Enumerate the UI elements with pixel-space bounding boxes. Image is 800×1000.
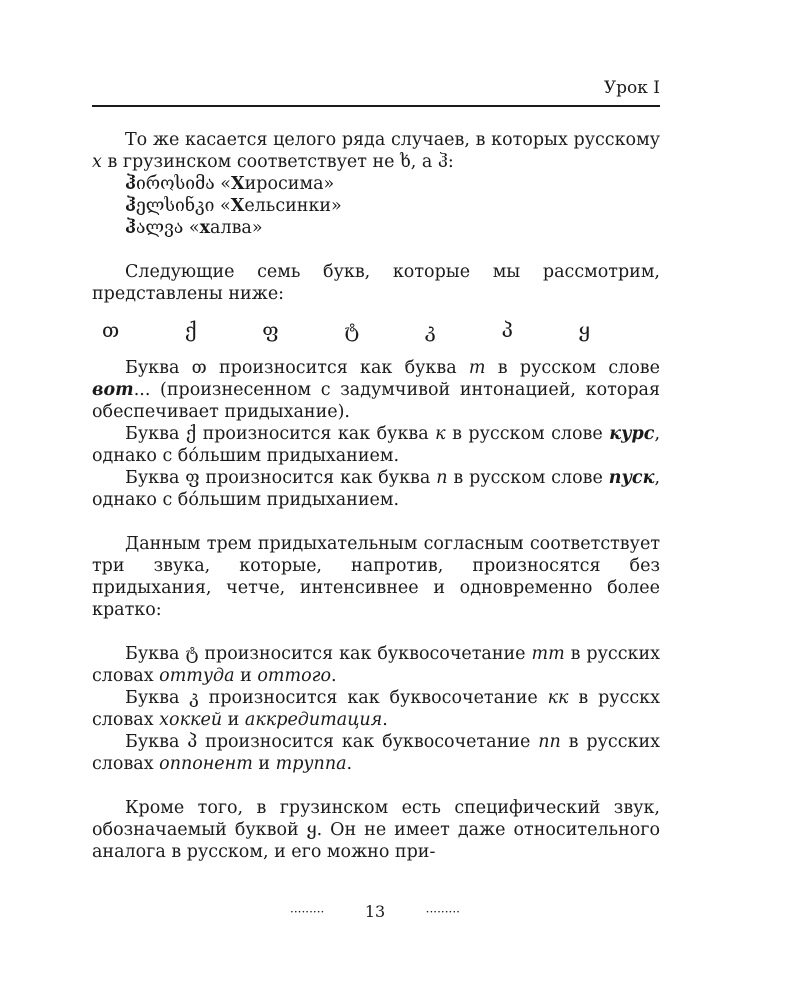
- paragraph-letters-intro: Следующие семь букв, которые мы рассмотрим, представлены ниже:: [92, 262, 660, 304]
- paragraph-letter-k: Буква ქ произносится как буква к в русском слове курс, однако с бóльшим придыханием.: [92, 424, 661, 466]
- letter-k-aspirated: ქ: [184, 318, 197, 342]
- running-header: [92, 78, 660, 107]
- letter-t-aspirated: თ: [102, 318, 120, 342]
- paragraph-letter-tt: Буква ტ произносится как буквосочетание тт в русских словах оттуда и оттого.: [92, 644, 660, 686]
- letter-t-ejective: ტ: [344, 318, 360, 342]
- paragraph-letter-p: Буква ფ произносится как буква п в русском слове пуск, однако с бóльшим придыханием.: [92, 468, 661, 510]
- content: [92, 129, 660, 863]
- page-footer: [290, 902, 460, 921]
- paragraph-letter-t: Буква თ произносится как буква т в русском слове вот... (произнесенном с задумчивой интонацией, которая обеспечивает придыхание).: [92, 358, 660, 422]
- letter-p-aspirated: ფ: [262, 318, 279, 342]
- footer-dots-left: ·········: [290, 904, 325, 919]
- letter-row: [92, 319, 660, 341]
- example-item: ჰალვა «халва»: [125, 218, 263, 238]
- example-list: [92, 173, 660, 239]
- paragraph-intro: То же касается целого ряда случаев, в которых русскому х в грузинском соответствует не ხ, а ჰ:: [92, 130, 660, 172]
- page-number: 13: [364, 902, 386, 921]
- paragraph-letter-q: Кроме того, в грузинском есть специфический звук, обозначаемый буквой ყ. Он не имеет даже относительного аналога в русском, и его можно при-: [92, 798, 660, 862]
- example-item: ჰელსინკი «Хельсинки»: [125, 196, 342, 216]
- lesson-title: Урок I: [603, 78, 660, 98]
- letter-p-ejective: პ: [501, 318, 513, 342]
- footer-dots-right: ·········: [425, 904, 460, 919]
- example-item: ჰიროსიმა «Хиросима»: [125, 174, 335, 194]
- letter-q: ყ: [578, 318, 590, 342]
- letter-k-ejective: კ: [424, 318, 436, 342]
- paragraph-ejectives: Данным трем придыхательным согласным соответствует три звука, которые, напротив, произносятся без придыхания, четче, интенсивнее и одновременно более кратко:: [92, 534, 660, 620]
- paragraph-letter-kk: Буква კ произносится как буквосочетание кк в русскх словах хоккей и аккредитация.: [92, 688, 660, 730]
- paragraph-letter-pp: Буква პ произносится как буквосочетание пп в русских словах оппонент и труппа.: [92, 732, 660, 774]
- page-body: [92, 78, 660, 863]
